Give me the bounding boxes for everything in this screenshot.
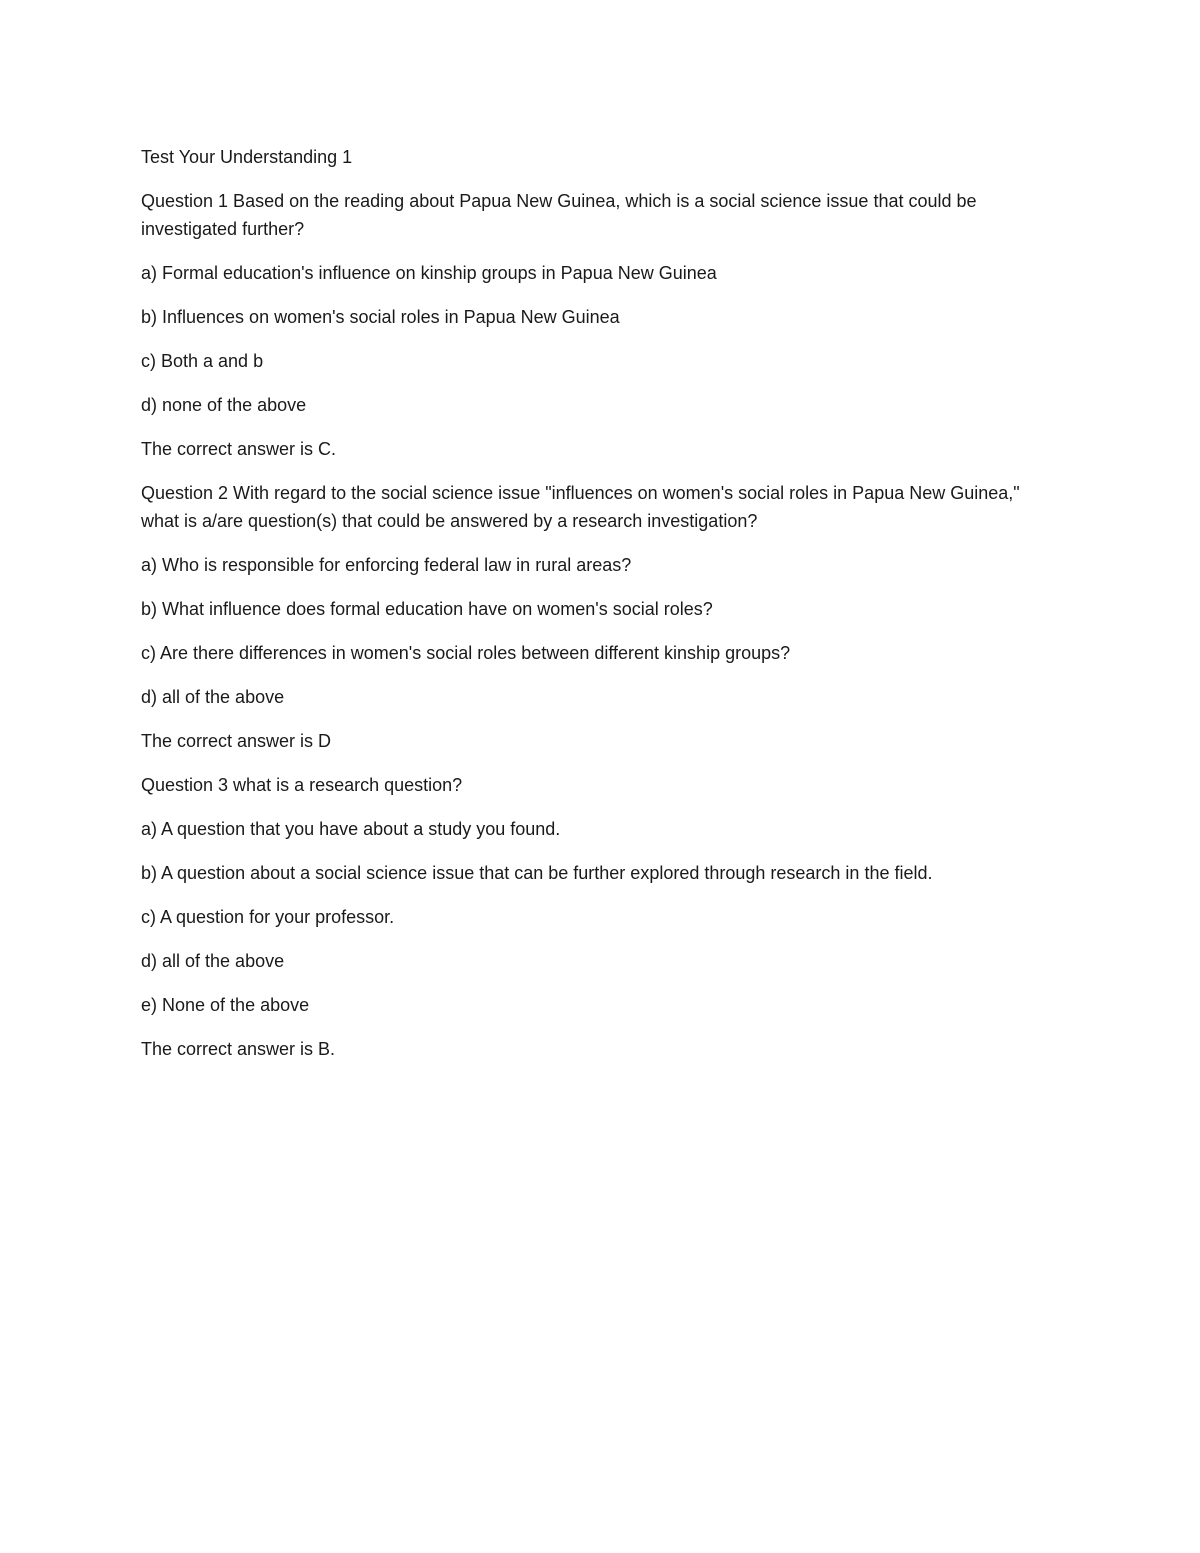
- question-3-prompt: Question 3 what is a research question?: [141, 775, 463, 795]
- question-3-option-b: b) A question about a social science issue that can be further explored through research in the field.: [141, 863, 933, 883]
- document-title: Test Your Understanding 1: [141, 147, 353, 167]
- question-3-answer: The correct answer is B.: [141, 1039, 336, 1059]
- question-3-option-e: e) None of the above: [141, 995, 310, 1015]
- question-2-option-b: b) What influence does formal education have on women's social roles?: [141, 599, 713, 619]
- question-1-option-c: c) Both a and b: [141, 351, 264, 371]
- question-1-prompt: Question 1 Based on the reading about Papua New Guinea, which is a social science issue that could be investigated further?: [141, 191, 977, 239]
- question-2-option-a: a) Who is responsible for enforcing federal law in rural areas?: [141, 555, 632, 575]
- question-2-option-d: d) all of the above: [141, 687, 285, 707]
- question-1-option-a: a) Formal education's influence on kinship groups in Papua New Guinea: [141, 263, 717, 283]
- question-1-option-b: b) Influences on women's social roles in Papua New Guinea: [141, 307, 620, 327]
- question-2-answer: The correct answer is D: [141, 731, 332, 751]
- question-1-option-d: d) none of the above: [141, 395, 307, 415]
- question-3-option-c: c) A question for your professor.: [141, 907, 395, 927]
- question-2-prompt: Question 2 With regard to the social science issue "influences on women's social roles in Papua New Guinea," what is a/are question(s) that could be answered by a research investigation?: [141, 483, 1020, 531]
- question-3-option-a: a) A question that you have about a study you found.: [141, 819, 561, 839]
- question-1-answer: The correct answer is C.: [141, 439, 337, 459]
- document-body: [141, 143, 1061, 1079]
- question-3-option-d: d) all of the above: [141, 951, 285, 971]
- question-2-option-c: c) Are there differences in women's social roles between different kinship groups?: [141, 643, 791, 663]
